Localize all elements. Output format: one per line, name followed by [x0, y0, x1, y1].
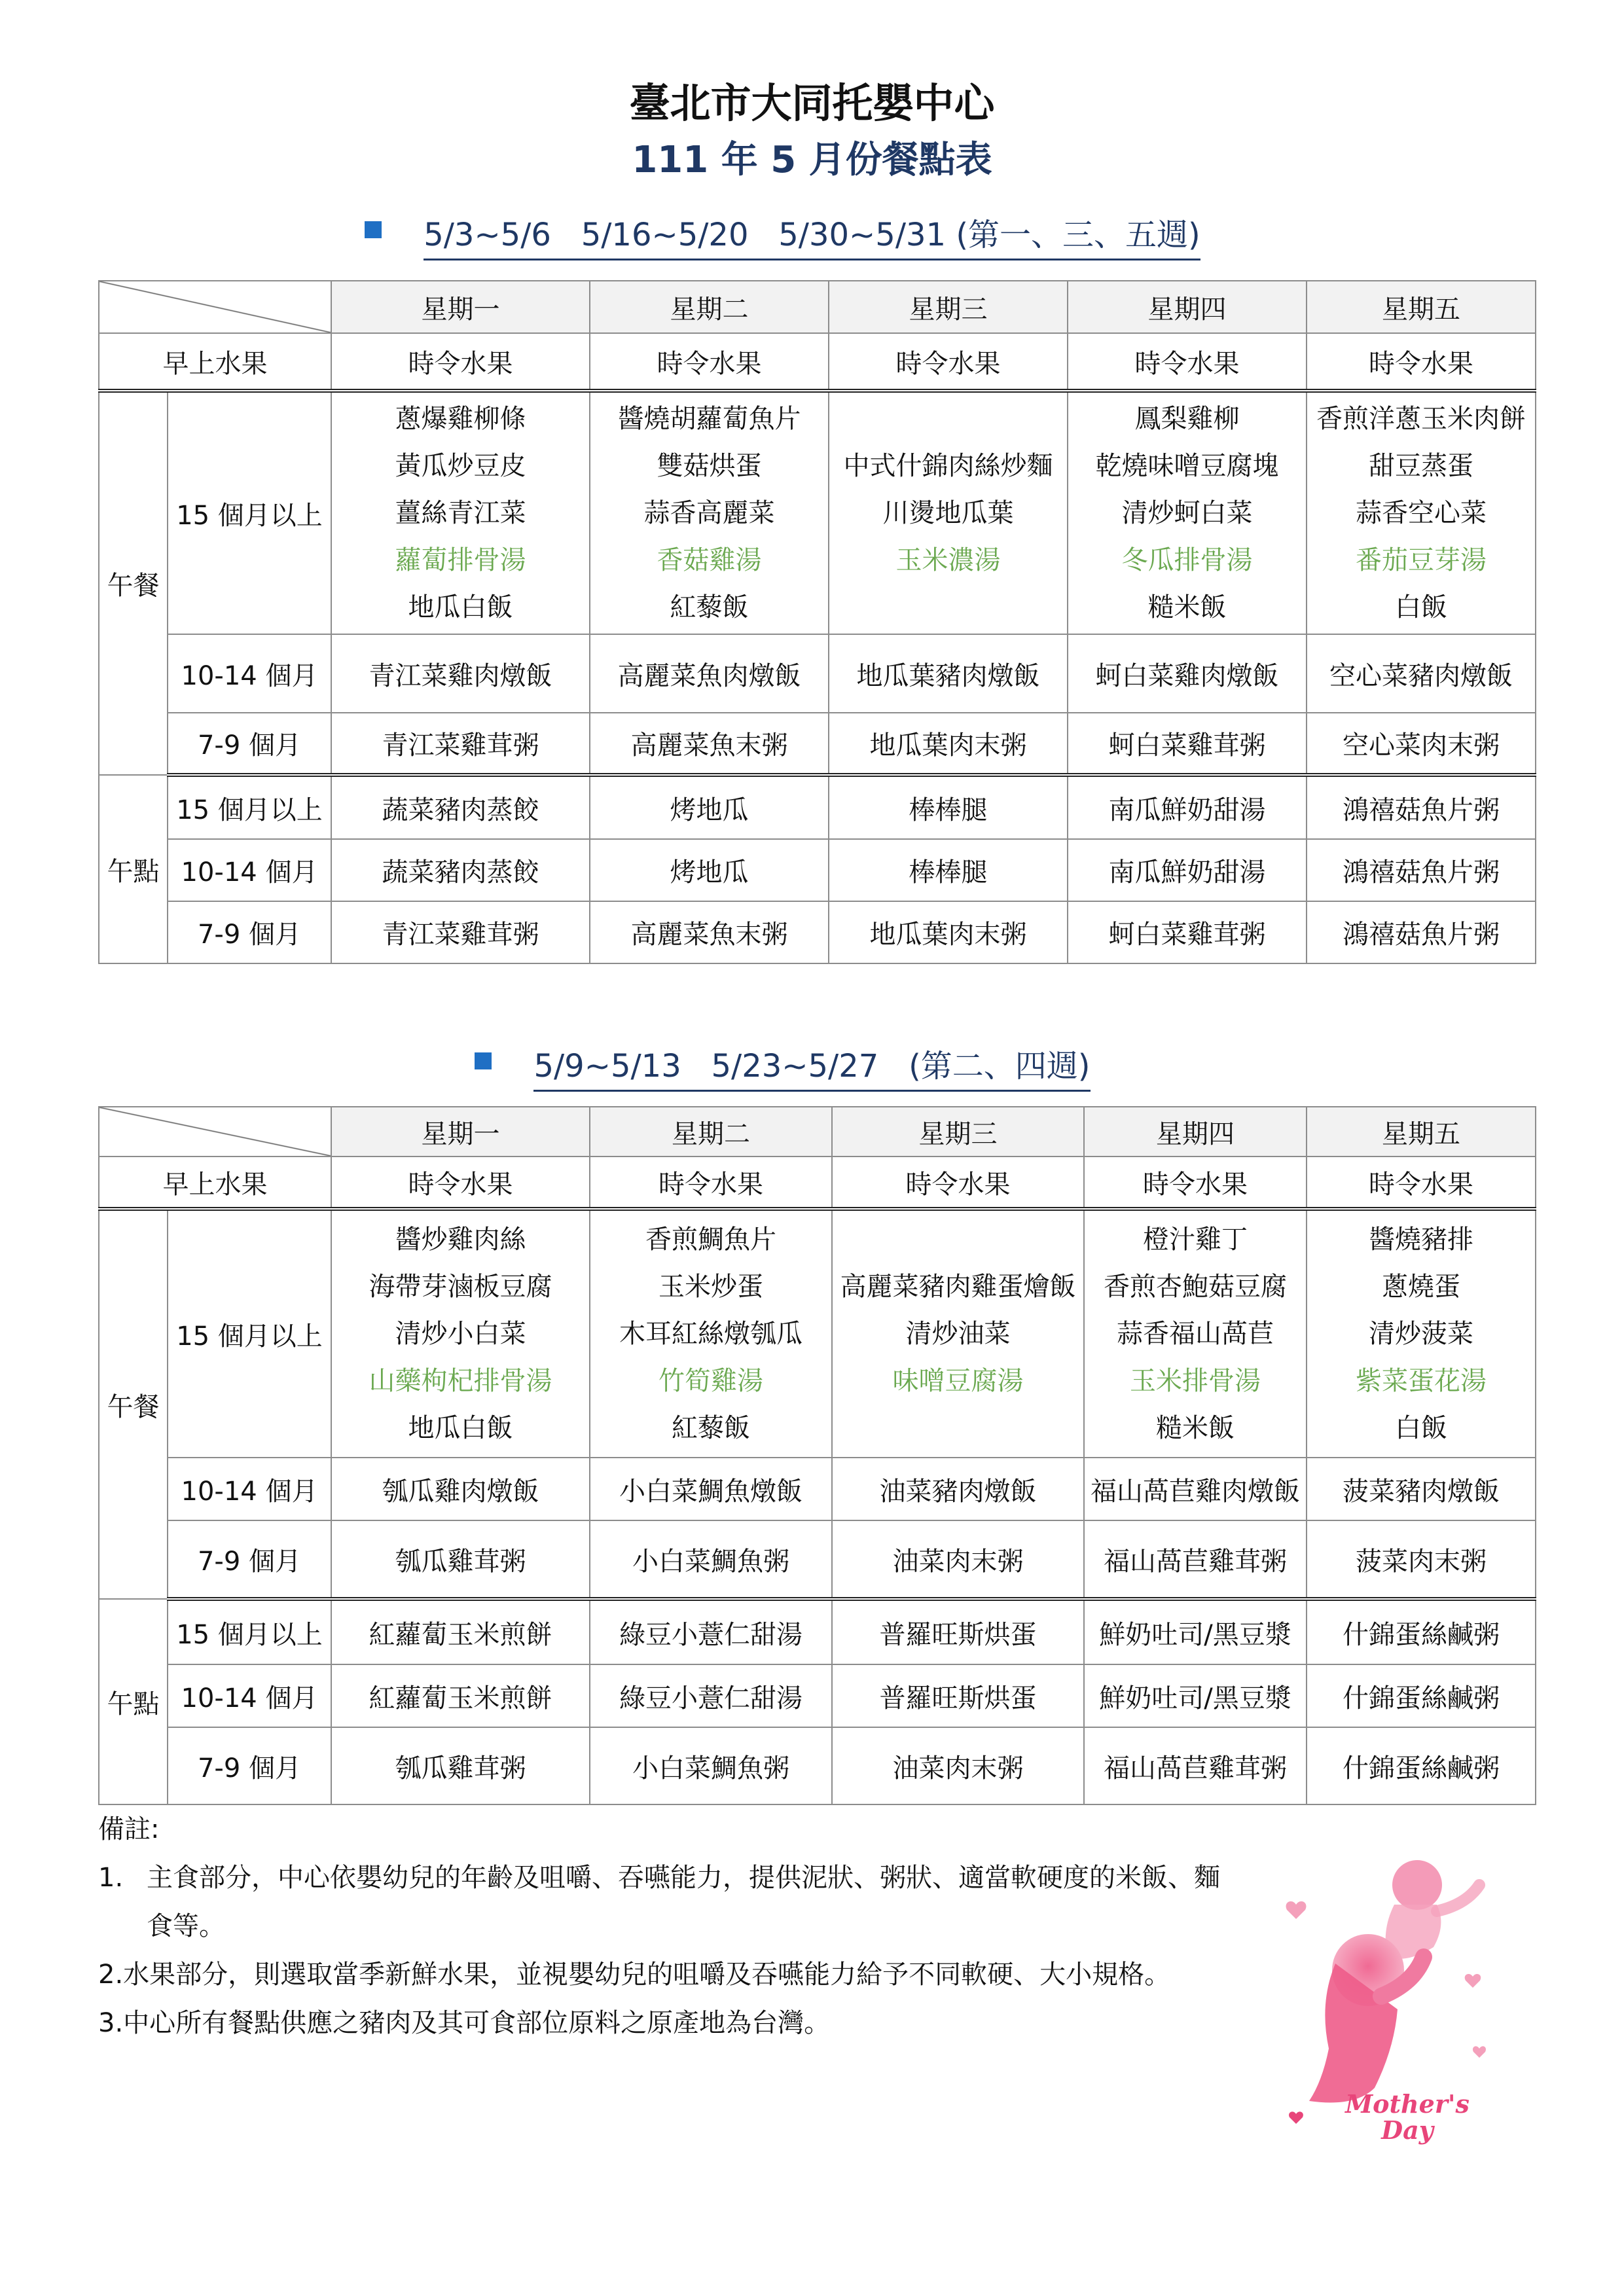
age-label: 7-9 個月 [168, 1520, 331, 1599]
corner-cell [99, 281, 331, 333]
lunch-cell: 高麗菜豬肉雞蛋燴飯 清炒油菜 味噌豆腐湯 [832, 1209, 1084, 1458]
day-header: 星期五 [1307, 281, 1536, 333]
snack-cell: 蔬菜豬肉蒸餃 [331, 839, 590, 901]
snack-cell: 青江菜雞茸粥 [331, 901, 590, 963]
week-heading-1: 5/3~5/6 5/16~5/20 5/30~5/31 (第一、三、五週) [0, 209, 1624, 260]
menu-table-1 [98, 280, 1536, 964]
lunch-cell: 中式什錦肉絲炒麵 川燙地瓜葉 玉米濃湯 [829, 391, 1068, 634]
lunch-cell: 瓠瓜雞肉燉飯 [331, 1458, 590, 1520]
mothers-day-text: Mother's Day [1345, 2089, 1470, 2145]
day-header: 星期二 [590, 1107, 832, 1157]
day-header: 星期三 [829, 281, 1068, 333]
lunch-cell: 小白菜鯛魚粥 [590, 1520, 832, 1599]
lunch-cell: 油菜肉末粥 [832, 1520, 1084, 1599]
day-header: 星期一 [331, 1107, 590, 1157]
note-2: 2.水果部分，則選取當季新鮮水果，並視嬰幼兒的咀嚼及吞嚥能力給予不同軟硬、大小規格。 [98, 1960, 1171, 1990]
snack-cell: 普羅旺斯烘蛋 [832, 1599, 1084, 1664]
snack-cell: 蔬菜豬肉蒸餃 [331, 775, 590, 839]
square-bullet-icon [475, 1052, 492, 1069]
fruit-cell: 時令水果 [829, 333, 1068, 391]
snack-cell: 紅蘿蔔玉米煎餅 [331, 1599, 590, 1664]
week-heading-2: 5/9~5/13 5/23~5/27 (第二、四週) [0, 1041, 1624, 1092]
age-label: 7-9 個月 [168, 1727, 331, 1804]
snack-cell: 蚵白菜雞茸粥 [1068, 901, 1307, 963]
day-header: 星期三 [832, 1107, 1084, 1157]
snack-cell: 油菜肉末粥 [832, 1727, 1084, 1804]
lunch-cell: 醬燒豬排 蔥燒蛋 清炒菠菜 紫菜蛋花湯 白飯 [1307, 1209, 1536, 1458]
snack-cell: 福山萵苣雞茸粥 [1084, 1727, 1307, 1804]
snack-cell: 棒棒腿 [829, 775, 1068, 839]
note-1-cont: 食等。 [147, 1911, 225, 1941]
age-label: 7-9 個月 [168, 901, 331, 963]
day-header: 星期五 [1307, 1107, 1536, 1157]
fruit-cell: 時令水果 [1307, 1157, 1536, 1209]
snack-cell: 鮮奶吐司/黑豆漿 [1084, 1664, 1307, 1727]
lunch-cell: 鳳梨雞柳 乾燒味噌豆腐塊 清炒蚵白菜 冬瓜排骨湯 糙米飯 [1068, 391, 1307, 634]
age-label: 10-14 個月 [168, 839, 331, 901]
fruit-cell: 時令水果 [590, 333, 829, 391]
notes-label: 備註: [98, 1814, 160, 1844]
note-1: 1. 主食部分，中心依嬰幼兒的年齡及咀嚼、吞嚥能力，提供泥狀、粥狀、適當軟硬度的米飯、麵 [98, 1863, 1220, 1893]
lunch-cell: 蚵白菜雞肉燉飯 [1068, 634, 1307, 713]
lunch-cell: 福山萵苣雞茸粥 [1084, 1520, 1307, 1599]
snack-cell: 普羅旺斯烘蛋 [832, 1664, 1084, 1727]
snack-cell: 南瓜鮮奶甜湯 [1068, 775, 1307, 839]
snack-cell: 什錦蛋絲鹹粥 [1307, 1727, 1536, 1804]
snack-cell: 鴻禧菇魚片粥 [1307, 839, 1536, 901]
page-title: 臺北市大同托嬰中心 [629, 79, 995, 127]
snack-cell: 鴻禧菇魚片粥 [1307, 775, 1536, 839]
page-subtitle: 111 年 5 月份餐點表 [632, 139, 992, 181]
fruit-cell: 時令水果 [1307, 333, 1536, 391]
lunch-cell: 醬炒雞肉絲 海帶芽滷板豆腐 清炒小白菜 山藥枸杞排骨湯 地瓜白飯 [331, 1209, 590, 1458]
meal-label-snack: 午點 [99, 1599, 168, 1804]
day-header: 星期二 [590, 281, 829, 333]
fruit-label: 早上水果 [99, 333, 331, 391]
age-label: 10-14 個月 [168, 1458, 331, 1520]
lunch-cell: 香煎鯛魚片 玉米炒蛋 木耳紅絲燉瓠瓜 竹筍雞湯 紅藜飯 [590, 1209, 832, 1458]
lunch-cell: 醬燒胡蘿蔔魚片 雙菇烘蛋 蒜香高麗菜 香菇雞湯 紅藜飯 [590, 391, 829, 634]
meal-label-lunch: 午餐 [99, 1209, 168, 1599]
lunch-cell: 小白菜鯛魚燉飯 [590, 1458, 832, 1520]
fruit-cell: 時令水果 [1068, 333, 1307, 391]
snack-cell: 什錦蛋絲鹹粥 [1307, 1599, 1536, 1664]
snack-cell: 瓠瓜雞茸粥 [331, 1727, 590, 1804]
lunch-cell: 香煎洋蔥玉米肉餅 甜豆蒸蛋 蒜香空心菜 番茄豆芽湯 白飯 [1307, 391, 1536, 634]
meal-label-lunch: 午餐 [99, 391, 168, 775]
lunch-cell: 青江菜雞肉燉飯 [331, 634, 590, 713]
age-label: 15 個月以上 [168, 775, 331, 839]
lunch-cell: 青江菜雞茸粥 [331, 713, 590, 775]
age-label: 15 個月以上 [168, 1599, 331, 1664]
lunch-cell: 瓠瓜雞茸粥 [331, 1520, 590, 1599]
menu-table-2 [98, 1106, 1536, 1805]
fruit-cell: 時令水果 [331, 1157, 590, 1209]
snack-cell: 南瓜鮮奶甜湯 [1068, 839, 1307, 901]
mothers-day-illustration [1283, 1833, 1499, 2147]
note-3: 3.中心所有餐點供應之豬肉及其可食部位原料之原產地為台灣。 [98, 2008, 831, 2038]
lunch-cell: 橙汁雞丁 香煎杏鮑菇豆腐 蒜香福山萵苣 玉米排骨湯 糙米飯 [1084, 1209, 1307, 1458]
lunch-cell: 油菜豬肉燉飯 [832, 1458, 1084, 1520]
age-label: 15 個月以上 [168, 391, 331, 634]
lunch-cell: 地瓜葉肉末粥 [829, 713, 1068, 775]
lunch-cell: 菠菜肉末粥 [1307, 1520, 1536, 1599]
lunch-cell: 蔥爆雞柳條 黃瓜炒豆皮 薑絲青江菜 蘿蔔排骨湯 地瓜白飯 [331, 391, 590, 634]
snack-cell: 烤地瓜 [590, 775, 829, 839]
fruit-cell: 時令水果 [1084, 1157, 1307, 1209]
day-header: 星期四 [1068, 281, 1307, 333]
fruit-label: 早上水果 [99, 1157, 331, 1209]
age-label: 15 個月以上 [168, 1209, 331, 1458]
snack-cell: 鮮奶吐司/黑豆漿 [1084, 1599, 1307, 1664]
snack-cell: 棒棒腿 [829, 839, 1068, 901]
lunch-cell: 地瓜葉豬肉燉飯 [829, 634, 1068, 713]
day-header: 星期一 [331, 281, 590, 333]
snack-cell: 高麗菜魚末粥 [590, 901, 829, 963]
snack-cell: 綠豆小薏仁甜湯 [590, 1599, 832, 1664]
fruit-cell: 時令水果 [590, 1157, 832, 1209]
lunch-cell: 福山萵苣雞肉燉飯 [1084, 1458, 1307, 1520]
lunch-cell: 高麗菜魚末粥 [590, 713, 829, 775]
snack-cell: 什錦蛋絲鹹粥 [1307, 1664, 1536, 1727]
snack-cell: 小白菜鯛魚粥 [590, 1727, 832, 1804]
fruit-cell: 時令水果 [331, 333, 590, 391]
lunch-cell: 空心菜肉末粥 [1307, 713, 1536, 775]
snack-cell: 紅蘿蔔玉米煎餅 [331, 1664, 590, 1727]
age-label: 10-14 個月 [168, 634, 331, 713]
corner-cell [99, 1107, 331, 1157]
snack-cell: 地瓜葉肉末粥 [829, 901, 1068, 963]
age-label: 7-9 個月 [168, 713, 331, 775]
snack-cell: 綠豆小薏仁甜湯 [590, 1664, 832, 1727]
notes-section [98, 1805, 1276, 2047]
fruit-cell: 時令水果 [832, 1157, 1084, 1209]
snack-cell: 鴻禧菇魚片粥 [1307, 901, 1536, 963]
square-bullet-icon [365, 221, 382, 238]
lunch-cell: 高麗菜魚肉燉飯 [590, 634, 829, 713]
lunch-cell: 蚵白菜雞茸粥 [1068, 713, 1307, 775]
day-header: 星期四 [1084, 1107, 1307, 1157]
meal-label-snack: 午點 [99, 775, 168, 963]
lunch-cell: 空心菜豬肉燉飯 [1307, 634, 1536, 713]
snack-cell: 烤地瓜 [590, 839, 829, 901]
lunch-cell: 菠菜豬肉燉飯 [1307, 1458, 1536, 1520]
age-label: 10-14 個月 [168, 1664, 331, 1727]
